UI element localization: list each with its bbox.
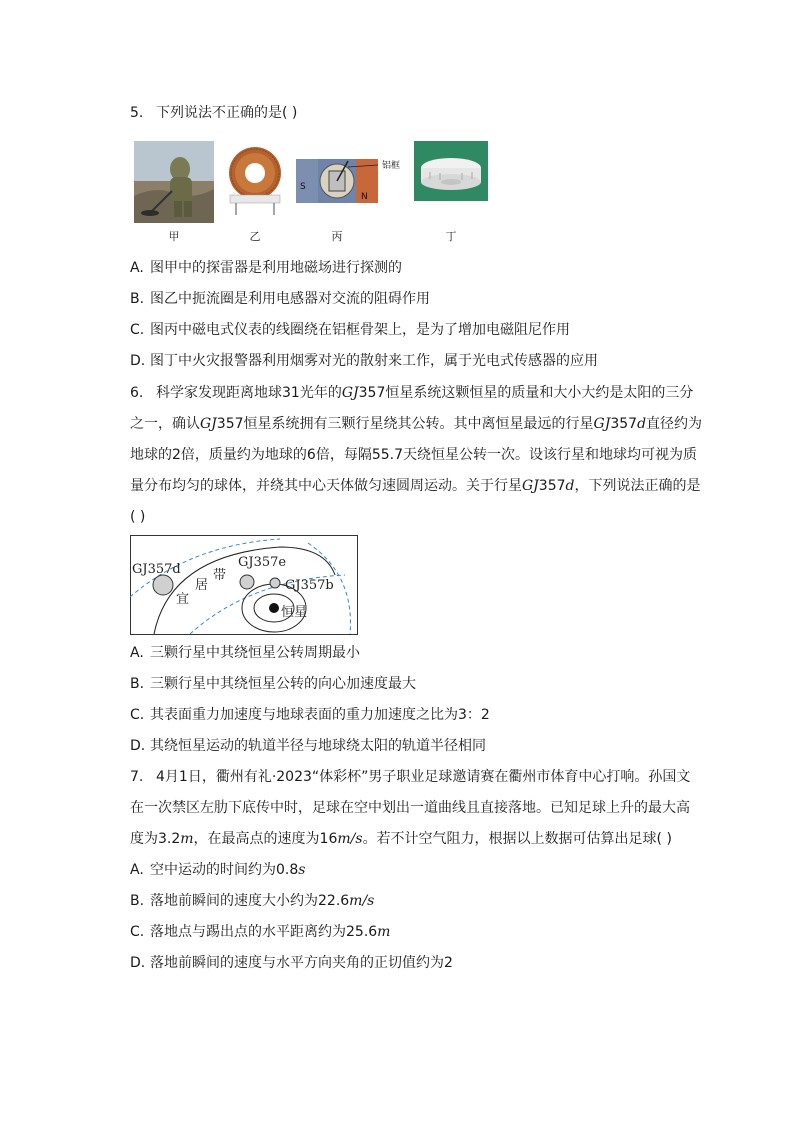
figure-smoke-detector <box>414 141 488 243</box>
q7-line-3: 度为3.2m，在最高点的速度为16m/s。若不计空气阻力，根据以上数据可估算出足球( ) <box>130 831 672 847</box>
planet-e-icon <box>240 575 254 589</box>
q7-option-a: A. 空中运动的时间约为0.8s <box>130 862 306 878</box>
label-planet-e: GJ357e <box>238 555 287 570</box>
q6-option-a: A. 三颗行星中其绕恒星公转周期最小 <box>130 645 360 661</box>
q5-option-a: A. 图甲中的探雷器是利用地磁场进行探测的 <box>130 260 402 276</box>
q7-line-1: 7. 4月1日，衢州有礼·2023“体彩杯”男子职业足球邀请赛在衢州市体育中心打响。孙国文 <box>130 769 691 785</box>
label-planet-b: GJ357b <box>285 578 334 593</box>
galvanometer-image <box>296 141 416 203</box>
q5-stem: 下列说法不正确的是( ) <box>156 105 298 121</box>
figure-galvanometer <box>296 141 416 243</box>
q6-option-b: B. 三颗行星中其绕恒星公转的向心加速度最大 <box>130 676 416 692</box>
aluminum-frame-label: 铝框 <box>382 161 401 171</box>
q6-line-3: 地球的2倍，质量约为地球的6倍，每隔55.7天绕恒星公转一次。设该行星和地球均可视为质 <box>130 447 697 463</box>
magnet-s-label: S <box>300 182 306 192</box>
label-habitable-2: 居 <box>195 578 209 593</box>
planet-b-icon <box>270 578 280 588</box>
q7-option-b: B. 落地前瞬间的速度大小约为22.6m/s <box>130 893 375 909</box>
label-planet-d: GJ357d <box>132 562 181 577</box>
q6-option-d: D. 其绕恒星运动的轨道半径与地球绕太阳的轨道半径相同 <box>130 738 486 754</box>
q6-line-5: ( ) <box>130 509 146 525</box>
q5-option-d: D. 图丁中火灾报警器利用烟雾对光的散射来工作，属于光电式传感器的应用 <box>130 353 598 369</box>
q5-stem-line <box>130 103 297 123</box>
q5-figure-row <box>134 141 494 246</box>
star-icon <box>269 603 279 613</box>
q7-line-2: 在一次禁区左肋下底传中时，足球在空中划出一道曲线且直接落地。已知足球上升的最大高 <box>130 800 690 816</box>
q6-number: 6. <box>130 385 144 401</box>
planetary-system-diagram <box>130 535 358 635</box>
caption-jia: 甲 <box>168 230 180 243</box>
caption-bing: 丙 <box>331 230 343 243</box>
figure-choke-coil <box>224 141 286 243</box>
choke-coil-image <box>224 141 286 217</box>
q5-option-c: C. 图丙中磁电式仪表的线圈绕在铝框骨架上，是为了增加电磁阻尼作用 <box>130 322 570 338</box>
caption-ding: 丁 <box>445 230 457 243</box>
q6-line-2: 之一，确认GJ357恒星系统拥有三颗行星绕其公转。其中离恒星最远的行星GJ357d直径约为 <box>130 416 703 432</box>
magnet-n-label: N <box>361 192 368 202</box>
q7-number: 7. <box>130 769 144 785</box>
q6-line-4: 量分布均匀的球体，并绕其中心天体做匀速圆周运动。关于行星GJ357d，下列说法正确的是 <box>130 478 701 494</box>
smoke-detector-image <box>414 141 488 201</box>
q7-option-c: C. 落地点与踢出点的水平距离约为25.6m <box>130 924 391 940</box>
q6-line-1: 6. 科学家发现距离地球31光年的GJ357恒星系统这颗恒星的质量和大小大约是太阳的三分 <box>130 385 694 401</box>
mine-detector-image <box>134 141 214 223</box>
q5-option-b: B. 图乙中扼流圈是利用电感器对交流的阻碍作用 <box>130 291 430 307</box>
q7-option-d: D. 落地前瞬间的速度与水平方向夹角的正切值约为2 <box>130 955 453 971</box>
caption-yi: 乙 <box>249 230 261 243</box>
q6-option-c: C. 其表面重力加速度与地球表面的重力加速度之比为3：2 <box>130 707 490 723</box>
label-habitable-3: 带 <box>213 568 227 583</box>
figure-mine-detector <box>134 141 214 243</box>
label-star: 恒星 <box>281 605 308 620</box>
planet-d-icon <box>153 575 173 595</box>
label-habitable-1: 宜 <box>176 592 190 607</box>
q5-number: 5. <box>130 105 144 121</box>
